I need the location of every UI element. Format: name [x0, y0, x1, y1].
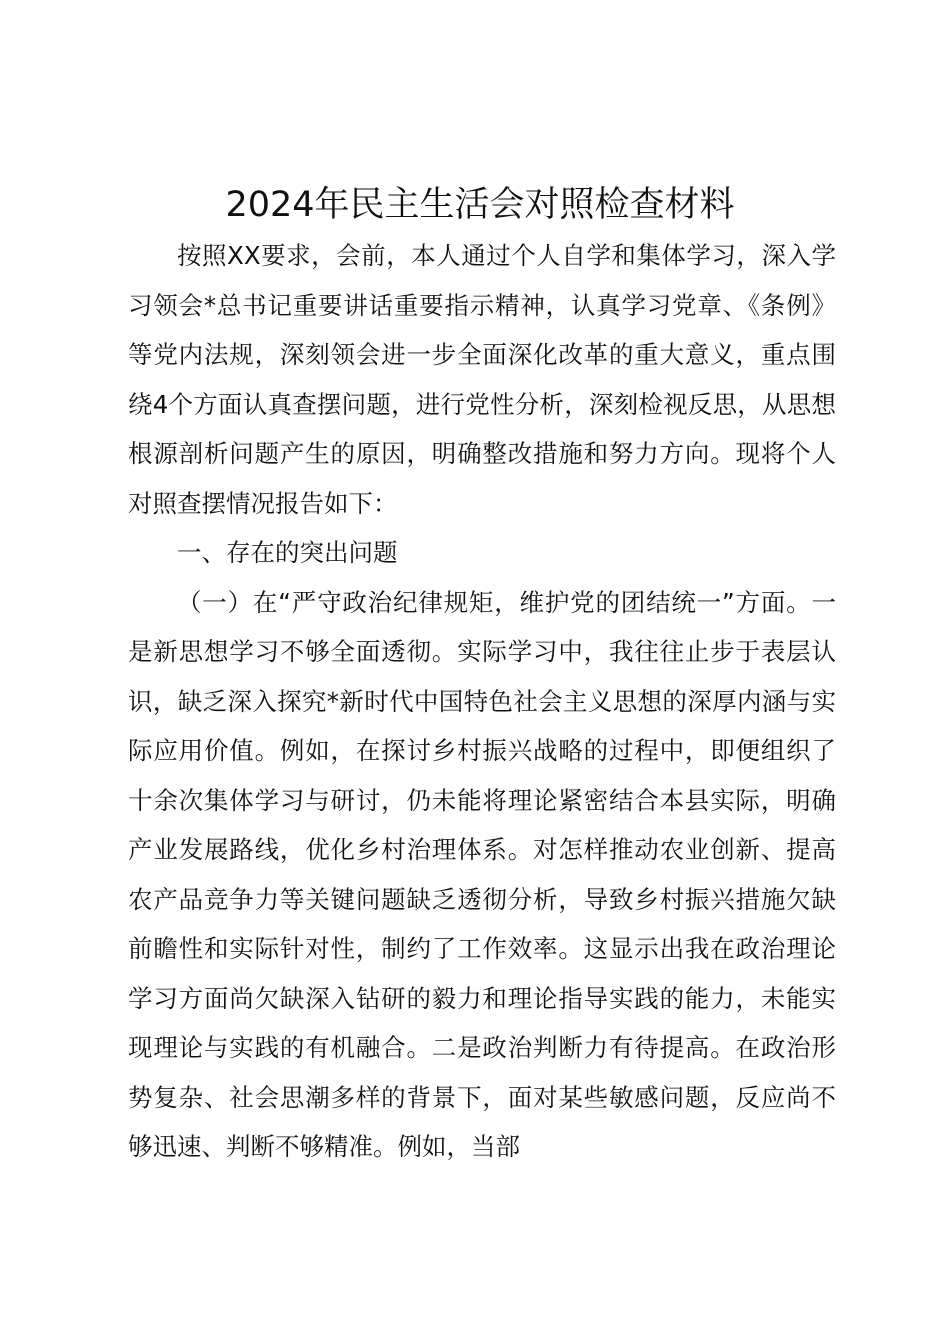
section-heading: 一、存在的突出问题 [177, 538, 398, 567]
document-body [128, 231, 836, 1172]
section-paragraph: （一）在“严守政治纪律规矩，维护党的团结统一”方面。一是新思想学习不够全面透彻。实际学习中，我往往止步于表层认识，缺乏深入探究*新时代中国特色社会主义思想的深厚内涵与实际应用价值。例如，在探讨乡村振兴战略的过程中，即便组织了十余次集体学习与研讨，仍未能将理论紧密结合本县实际，明确产业发展路线，优化乡村治理体系。对怎样推动农业创新、提高农产品竞争力等关键问题缺乏透彻分析，导致乡村振兴措施欠缺前瞻性和实际针对性，制约了工作效率。这显示出我在政治理论学习方面尚欠缺深入钻研的毅力和理论指导实践的能力，未能实现理论与实践的有机融合。二是政治判断力有待提高。在政治形势复杂、社会思潮多样的背景下，面对某些敏感问题，反应尚不够迅速、判断不够精准。例如，当部 [128, 587, 836, 1161]
intro-paragraph: 按照XX要求，会前，本人通过个人自学和集体学习，深入学习领会*总书记重要讲话重要指示精神，认真学习党章、《条例》等党内法规，深刻领会进一步全面深化改革的重大意义，重点围绕4个方面认真查摆问题，进行党性分析，深刻检视反思，从思想根源剖析问题产生的原因，明确整改措施和努力方向。现将个人对照查摆情况报告如下： [128, 241, 836, 518]
document-title: 2024年民主生活会对照检查材料 [225, 185, 735, 225]
